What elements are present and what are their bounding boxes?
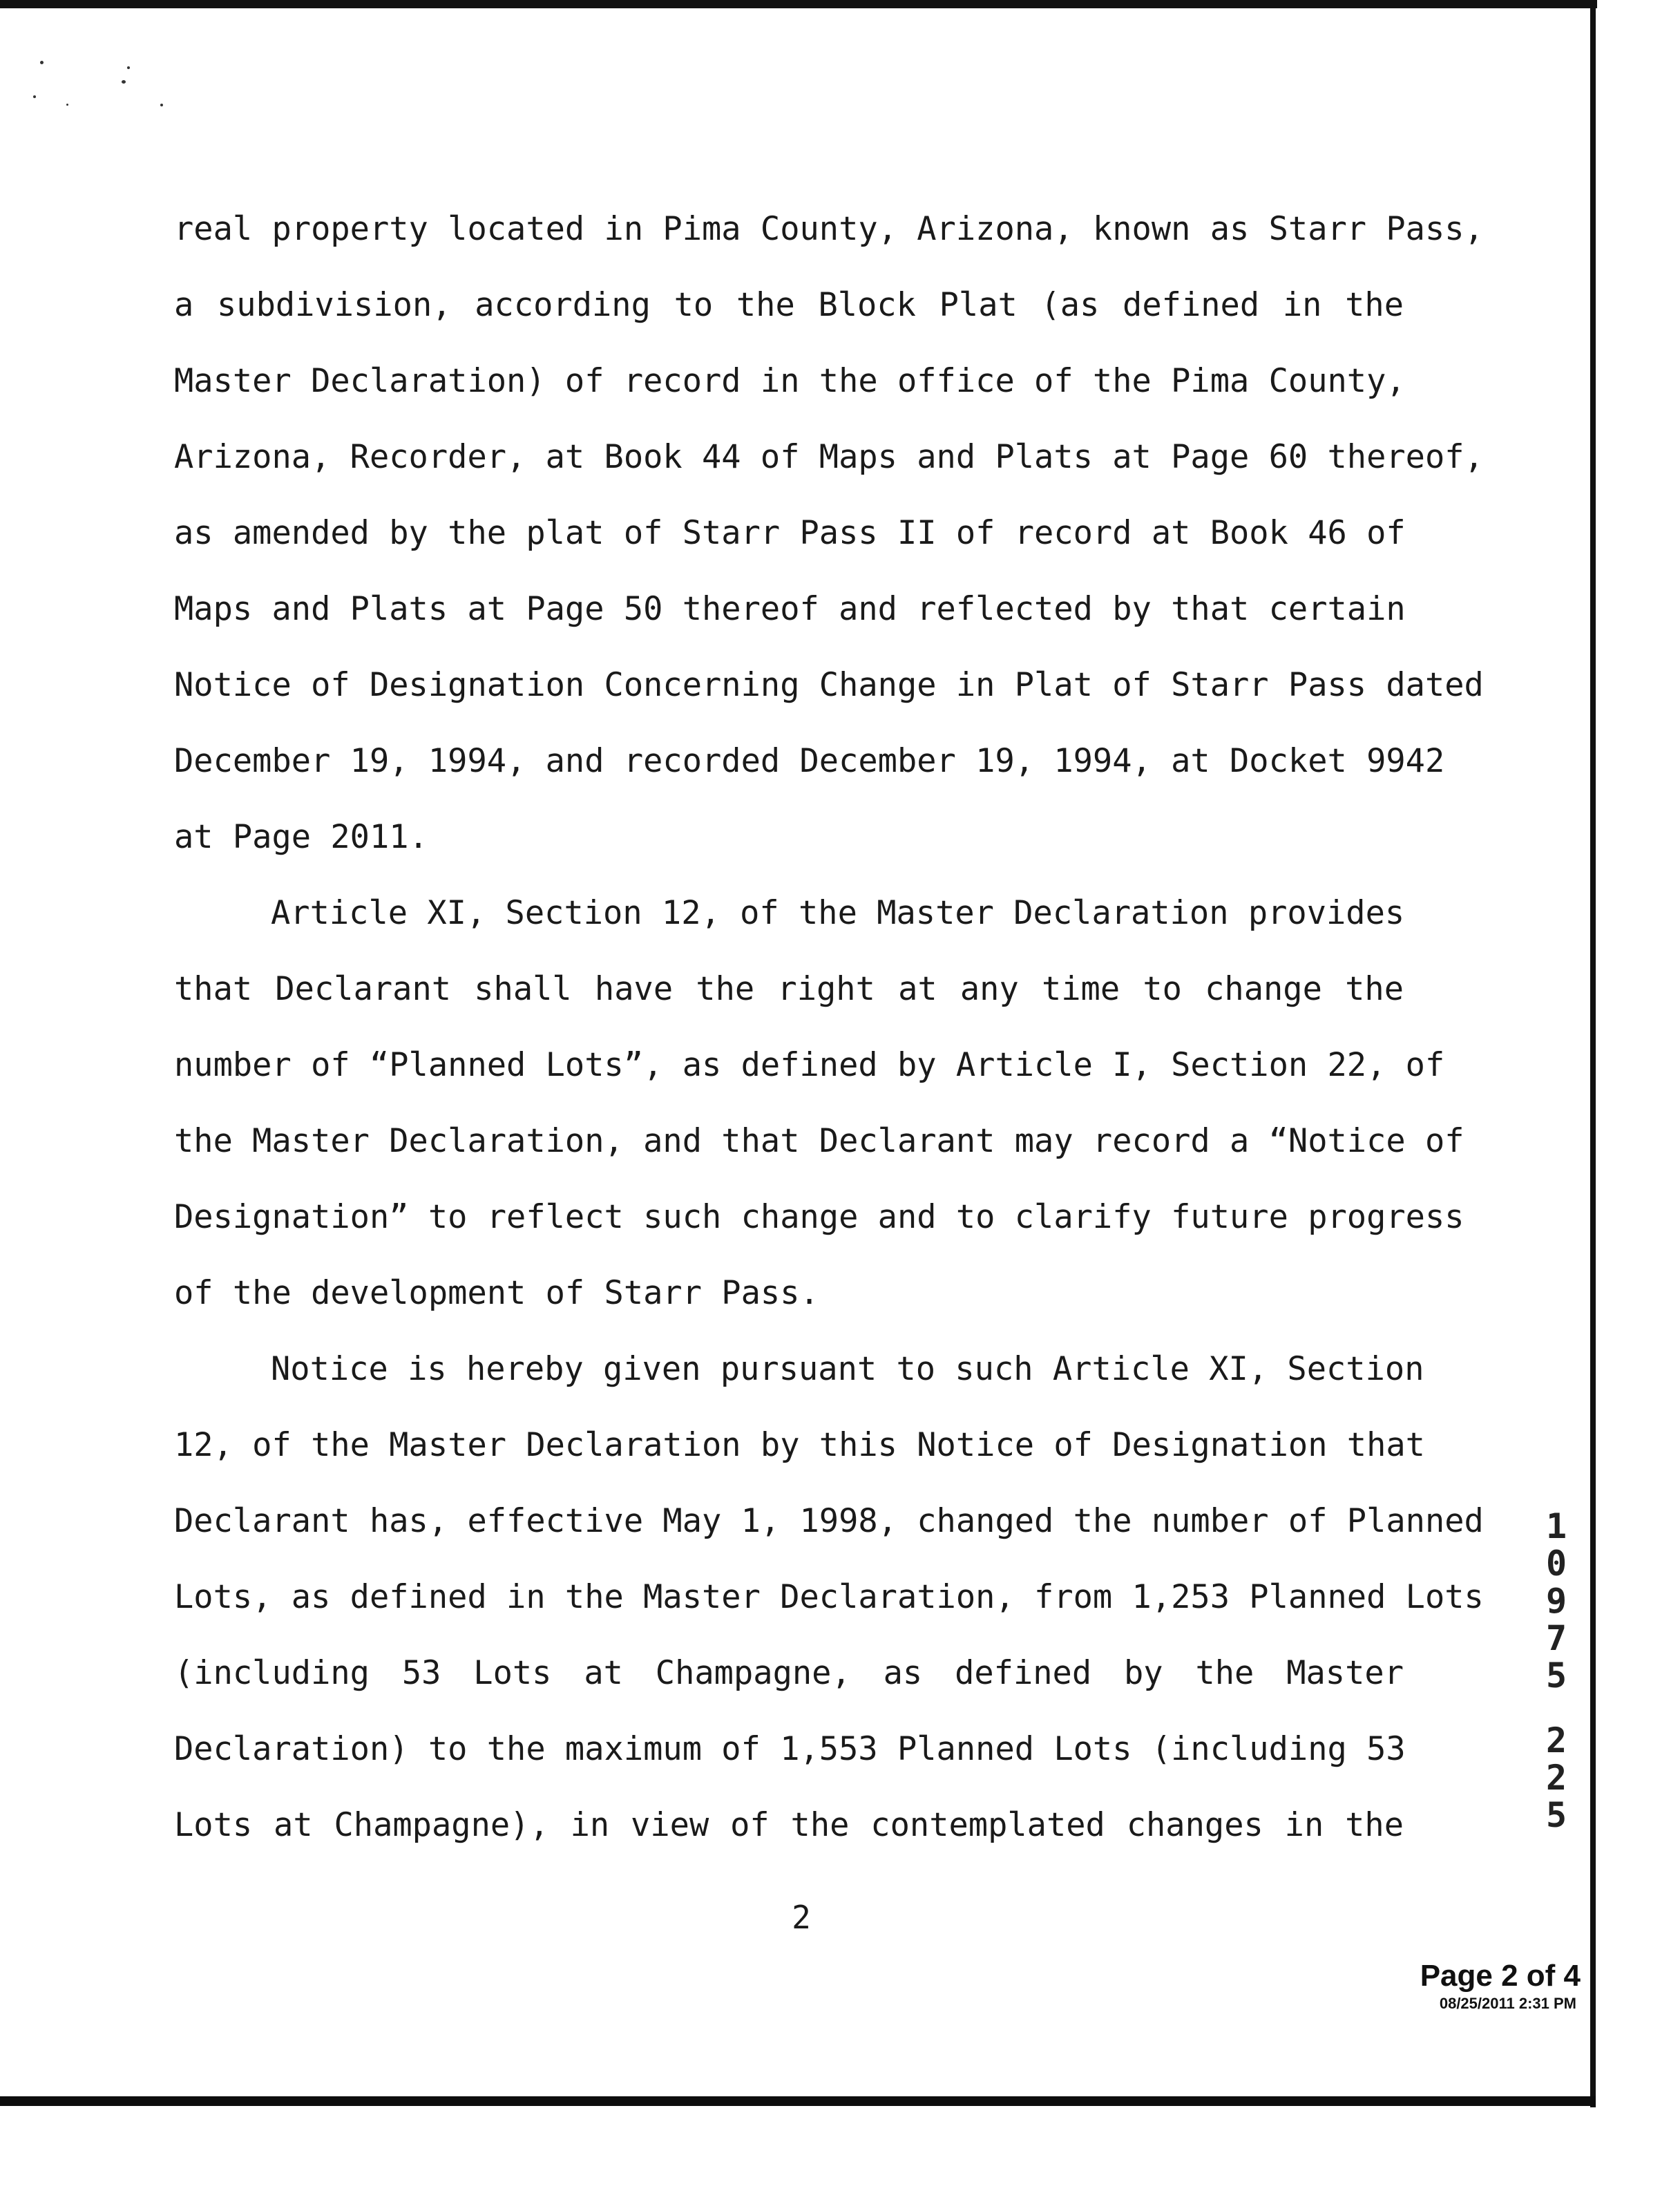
scan-border-top (0, 0, 1597, 8)
text-line: Designation” to reflect such change and to clarify future progress (174, 1198, 1464, 1236)
stamp-digit: 9 (1545, 1581, 1567, 1621)
recording-stamp (1540, 1508, 1572, 1834)
scan-speck (66, 104, 68, 106)
stamp-digit: 7 (1545, 1618, 1567, 1658)
text-line: the Master Declaration, and that Declarant may record a “Notice of (174, 1122, 1464, 1160)
text-line: a subdivision, according to the Block Plat (as defined in the (174, 286, 1404, 324)
text-line: Lots, as defined in the Master Declaration, from 1,253 Planned Lots (174, 1578, 1484, 1616)
text-line: Maps and Plats at Page 50 thereof and reflected by that certain (174, 590, 1406, 628)
text-line: that Declarant shall have the right at any time to change the (174, 970, 1404, 1008)
text-line: Arizona, Recorder, at Book 44 of Maps and Plats at Page 60 thereof, (174, 438, 1484, 476)
text-line: Notice is hereby given pursuant to such Article XI, Section (271, 1350, 1424, 1388)
scan-speck (40, 61, 44, 64)
text-line: Article XI, Section 12, of the Master Declaration provides (271, 894, 1405, 932)
stamp-digit: 0 (1545, 1544, 1567, 1584)
text-line: 12, of the Master Declaration by this Notice of Designation that (174, 1426, 1425, 1464)
text-line: as amended by the plat of Starr Pass II of record at Book 46 of (174, 514, 1406, 552)
text-line: Declarant has, effective May 1, 1998, changed the number of Planned (174, 1502, 1484, 1540)
text-line: Declaration) to the maximum of 1,553 Planned Lots (including 53 (174, 1730, 1406, 1768)
text-line: of the development of Starr Pass. (174, 1274, 819, 1312)
footer-page-label: Page 2 of 4 (1420, 1959, 1581, 1993)
stamp-gap (1540, 1694, 1572, 1722)
text-line: December 19, 1994, and recorded December 19, 1994, at Docket 9942 (174, 742, 1445, 780)
text-line: Master Declaration) of record in the office of the Pima County, (174, 362, 1406, 400)
scan-speck (160, 104, 163, 106)
text-line: Notice of Designation Concerning Change in Plat of Starr Pass dated (174, 666, 1484, 704)
page-number: 2 (792, 1899, 811, 1936)
footer-timestamp: 08/25/2011 2:31 PM (1439, 1995, 1576, 2012)
text-line: real property located in Pima County, Arizona, known as Starr Pass, (174, 210, 1484, 248)
scan-speck (122, 80, 126, 84)
scan-speck (127, 66, 130, 69)
scan-speck (33, 95, 36, 98)
text-line: number of “Planned Lots”, as defined by Article I, Section 22, of (174, 1046, 1445, 1084)
stamp-digit: 2 (1545, 1720, 1567, 1761)
stamp-digit: 1 (1545, 1506, 1567, 1546)
stamp-digit: 2 (1545, 1758, 1567, 1798)
text-line: Lots at Champagne), in view of the contemplated changes in the (174, 1806, 1404, 1844)
scan-border-right (1590, 0, 1596, 2107)
scan-border-bottom (0, 2096, 1596, 2106)
stamp-digit: 5 (1545, 1655, 1567, 1696)
text-line: (including 53 Lots at Champagne, as defined by the Master (174, 1654, 1404, 1692)
stamp-digit: 5 (1545, 1795, 1567, 1835)
text-line: at Page 2011. (174, 818, 428, 856)
